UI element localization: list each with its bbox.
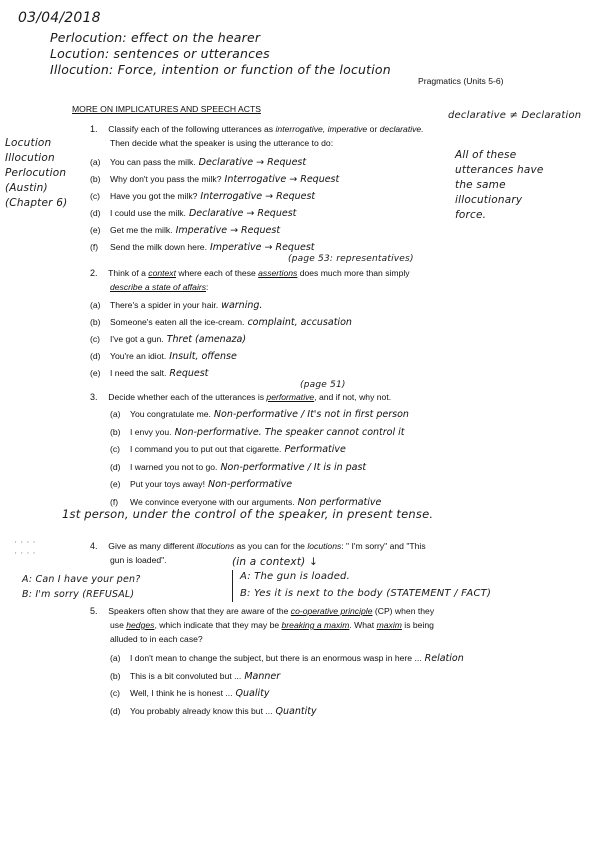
q5-number: 5. bbox=[90, 606, 98, 616]
q2-answer: Insult, offense bbox=[169, 351, 237, 362]
header-note-illocution: Illocution: Force, intention or function of the locution bbox=[50, 62, 391, 77]
q4-context-note: (in a context) ↓ bbox=[232, 556, 318, 568]
q2-page-note: (page 53: representatives) bbox=[288, 254, 414, 264]
q1-prompt bbox=[90, 124, 424, 134]
q4-right-answers: A: The gun is loaded. B: Yes it is next to the body (STATEMENT / FACT) bbox=[240, 571, 492, 599]
q3-item: (e) Put your toys away! Non-performative bbox=[110, 479, 293, 490]
q1-item: (b) Why don't you pass the milk? Interrogative → Request bbox=[90, 174, 340, 185]
q3-answer: Non-performative / It's not in first person bbox=[213, 409, 409, 420]
q5-item: (b) This is a bit convoluted but ... Manner bbox=[110, 670, 281, 682]
q2-prompt-assertions: assertions bbox=[258, 268, 298, 278]
q2-answer: complaint, accusation bbox=[247, 317, 352, 328]
section-title: MORE ON IMPLICATURES AND SPEECH ACTS bbox=[72, 104, 261, 114]
q3-item: (c) I command you to put out that cigarette. Performative bbox=[110, 444, 346, 455]
q1-answer: Declarative → Request bbox=[188, 208, 297, 219]
date: 03/04/2018 bbox=[18, 10, 101, 26]
q4-bracket bbox=[232, 570, 233, 602]
q1-answer: Interrogative → Request bbox=[200, 191, 316, 202]
q3-answer: Non-performative / It is in past bbox=[220, 461, 367, 473]
q3-item: (f) We convince everyone with our arguments. Non performative bbox=[110, 496, 382, 508]
q4-prompt-2: gun is loaded". bbox=[110, 555, 167, 565]
q3-items bbox=[110, 406, 409, 511]
header-note-perlocution: Perlocution: effect on the hearer bbox=[50, 30, 261, 45]
margin-term-locution: Locution bbox=[5, 137, 52, 149]
q3-answer: Performative bbox=[284, 444, 346, 455]
q5-prompt-2: use hedges, which indicate that they may be breaking a maxim. What maxim is being bbox=[110, 620, 434, 630]
q1-item: (e) Get me the milk. Imperative → Request bbox=[90, 225, 281, 236]
q3-prompt: 3. Decide whether each of the utterances is performative, and if not, why not. bbox=[90, 392, 392, 402]
q3-answer: Non performative bbox=[297, 496, 382, 508]
q2-item: (d) You're an idiot. Insult, offense bbox=[90, 351, 237, 362]
q1-item: (f) Send the milk down here. Imperative → Request bbox=[90, 242, 315, 253]
margin-term-chapter: (Chapter 6) bbox=[5, 197, 68, 209]
q3-item: (b) I envy you. Non-performative. The speaker cannot control it bbox=[110, 426, 405, 438]
q5-answer: Quality bbox=[235, 688, 270, 699]
margin-term-perlocution: Perlocution bbox=[5, 167, 67, 179]
q1-prompt-terms: interrogative, imperative bbox=[275, 124, 368, 134]
same-force-note: All of these utterances have the same illocutionary force. bbox=[455, 149, 544, 221]
q1-item: (c) Have you got the milk? Interrogative → Request bbox=[90, 191, 316, 202]
header-note-locution: Locution: sentences or utterances bbox=[50, 46, 270, 61]
q5-answer: Quantity bbox=[275, 705, 317, 717]
q2-prompt-2: describe a state of affairs: bbox=[110, 282, 209, 292]
q1-answer: Imperative → Request bbox=[175, 225, 281, 236]
q5-prompt-coop: co-operative principle bbox=[290, 606, 373, 616]
q1-answer: Imperative → Request bbox=[209, 242, 315, 253]
q5-prompt-hedges: hedges bbox=[126, 620, 155, 630]
q2-prompt-context: context bbox=[148, 268, 176, 278]
q2-prompt: 2. Think of a context where each of these assertions does much more than simply bbox=[90, 268, 410, 278]
q2-number: 2. bbox=[90, 268, 98, 278]
q5-items bbox=[110, 650, 464, 720]
q5-prompt-maxim: maxim bbox=[376, 620, 402, 630]
q1-items bbox=[90, 154, 339, 256]
q3-item: (a) You congratulate me. Non-performative / It's not in first person bbox=[110, 409, 409, 420]
q2-answer: Request bbox=[169, 368, 209, 379]
q3-answer: Non-performative bbox=[208, 479, 293, 490]
q2-prompt-state: describe a state of affairs bbox=[110, 282, 207, 292]
margin-term-illocution: Illocution bbox=[5, 152, 55, 164]
q5-prompt-breaking: breaking a maxim bbox=[281, 620, 350, 630]
q2-item: (e) I need the salt. Request bbox=[90, 368, 209, 379]
faint-margin-note: · · · · · · · · bbox=[14, 538, 36, 559]
q5-item: (a) I don't mean to change the subject, but there is an enormous wasp in here ... Relation bbox=[110, 653, 464, 664]
q3-footnote: 1st person, under the control of the speaker, in present tense. bbox=[62, 507, 434, 521]
q4-prompt-illoc: illocutions bbox=[196, 541, 235, 551]
q1-item: (d) I could use the milk. Declarative → Request bbox=[90, 208, 297, 219]
q4-prompt: 4. Give as many different illocutions as you can for the locutions: " I'm sorry" and "This bbox=[90, 541, 426, 551]
margin-term-austin: (Austin) bbox=[5, 182, 48, 194]
q2-items bbox=[90, 297, 352, 382]
q5-item: (c) Well, I think he is honest ... Quality bbox=[110, 688, 270, 699]
q3-answer: Non-performative. The speaker cannot control it bbox=[174, 426, 405, 438]
q1-prompt-decl: declarative. bbox=[379, 124, 424, 134]
declarative-note: declarative ≠ Declaration bbox=[448, 110, 582, 121]
q5-prompt-3: alluded to in each case? bbox=[110, 634, 203, 644]
q3-page-note: (page 51) bbox=[300, 380, 346, 390]
q1-prompt-a: Classify each of the following utterances as bbox=[108, 124, 276, 134]
q4-left-answers: A: Can I have your pen? B: I'm sorry (REFUSAL) bbox=[22, 574, 141, 600]
q5-item: (d) You probably already know this but ... Quantity bbox=[110, 705, 317, 717]
q2-answer: warning. bbox=[221, 300, 263, 311]
q1-answer: Declarative → Request bbox=[198, 157, 307, 168]
course-label: Pragmatics (Units 5-6) bbox=[418, 76, 504, 86]
q1-prompt-or: or bbox=[367, 124, 380, 134]
q2-item: (c) I've got a gun. Thret (amenaza) bbox=[90, 334, 247, 345]
q3-number: 3. bbox=[90, 392, 98, 402]
q1-answer: Interrogative → Request bbox=[224, 174, 340, 185]
q3-item: (d) I warned you not to go. Non-performative / It is in past bbox=[110, 461, 367, 473]
q2-answer: Thret (amenaza) bbox=[166, 334, 247, 345]
q1-number: 1. bbox=[90, 124, 98, 134]
q1-item: (a) You can pass the milk. Declarative → Request bbox=[90, 157, 307, 168]
margin-terms bbox=[5, 136, 67, 211]
q2-item: (a) There's a spider in your hair. warning. bbox=[90, 300, 263, 311]
q4-prompt-loc: locutions bbox=[307, 541, 342, 551]
q5-answer: Manner bbox=[244, 670, 281, 682]
q5-answer: Relation bbox=[424, 653, 464, 664]
q5-prompt: 5. Speakers often show that they are aware of the co-operative principle (CP) when they bbox=[90, 606, 435, 616]
q4-number: 4. bbox=[90, 541, 98, 551]
q3-prompt-perf: performative bbox=[266, 392, 315, 402]
q1-prompt-2: Then decide what the speaker is using the utterance to do: bbox=[110, 138, 334, 148]
q2-item: (b) Someone's eaten all the ice-cream. complaint, accusation bbox=[90, 317, 352, 328]
